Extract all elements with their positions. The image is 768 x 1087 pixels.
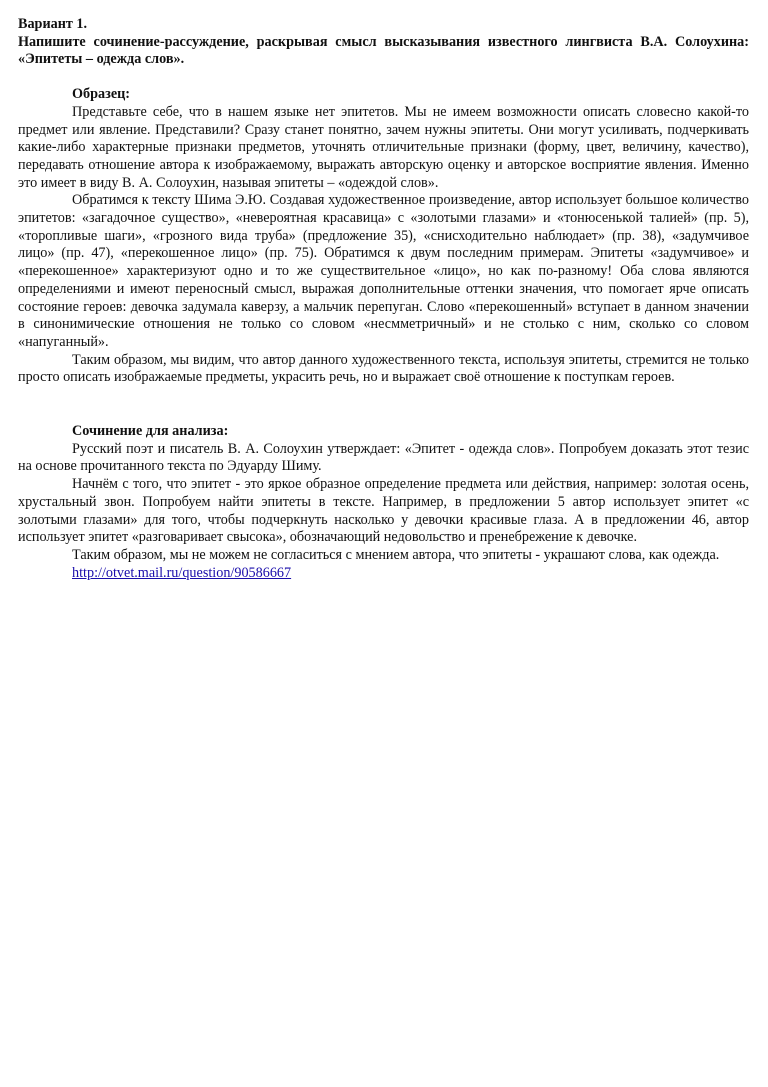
spacer (18, 387, 749, 423)
source-link-line (18, 565, 749, 583)
sample-section (18, 86, 749, 387)
document-page (18, 16, 749, 582)
sample-paragraph-3: Таким образом, мы видим, что автор данного художественного текста, используя эпитеты, стремится не только просто описать изображаемые предметы, украсить речь, но и выражает своё отношение к поступкам героев. (18, 351, 749, 386)
analysis-paragraph-2: Начнём с того, что эпитет - это яркое образное определение предмета или действия, например: золотая осень, хрустальный звон. Попробуем найти эпитеты в тексте. Например, в предложении 5 автор использует эпитет «с золотыми глазами» для того, чтобы подчеркнуть насколько у девочки красивые глаза. А в предложении 46, автор использует эпитет «разговаривает свысока», обозначающий недовольство и пренебрежение к девочке. (18, 476, 749, 546)
sample-paragraph-1: Представьте себе, что в нашем языке нет эпитетов. Мы не имеем возможности описать словесно какой-то предмет или явление. Представили? Сразу станет понятно, зачем нужны эпитеты. Они могут усиливать, подчеркивать какие-либо характерные признаки предметов, уточнять отличительные признаки (форму, цвет, величину, качество), передавать отношение автора к изображаемому, выражать авторскую оценку и авторское восприятие явления. Именно это имеет в виду В. А. Солоухин, называя эпитеты – «одеждой слов». (18, 103, 749, 191)
source-link[interactable]: http://otvet.mail.ru/question/90586667 (72, 564, 292, 581)
sample-title: Образец: (72, 86, 131, 103)
analysis-paragraph-3: Таким образом, мы не можем не согласиться с мнением автора, что эпитеты - украшают слова, как одежда. (72, 546, 720, 563)
spacer (18, 69, 749, 86)
analysis-section (18, 423, 749, 582)
analysis-title: Сочинение для анализа: (72, 423, 229, 440)
analysis-paragraph-1: Русский поэт и писатель В. А. Солоухин утверждает: «Эпитет - одежда слов». Попробуем доказать этот тезис на основе прочитанного текста по Эдуарду Шиму. (18, 440, 749, 475)
variant-label: Вариант 1. (18, 16, 88, 32)
sample-paragraph-2: Обратимся к тексту Шима Э.Ю. Создавая художественное произведение, автор использует большое количество эпитетов: «загадочное существо», «невероятная красавица» с «золотыми глазами» и «тонюсенькой талией» (пр. 5), «торопливые шаги», «грозного вида труба» (предложение 35), «снисходительно наблюдает» (пр. 38), «задумчивое лицо» (пр. 47), «перекошенное лицо» (пр. 75). Обратимся к двум последним примерам. Эпитеты «задумчивое» и «перекошенное» характеризуют одно и то же существительное «лицо», но как по-разному! Оба слова являются определениями и имеют переносный смысл, выражая дополнительные оттенки значения, что помогает ярче описать состояние героев: девочка задумала каверзу, а мальчик перепуган. Слово «перекошенный» вступает в данном значении в синонимические отношения не только со словом «несмметричный» и не столько с ним, сколько со словом «напуганный». (18, 192, 749, 350)
task-statement: Напишите сочинение-рассуждение, раскрывая смысл высказывания известного лингвиста В.А. Солоухина: «Эпитеты – одежда слов». (18, 33, 749, 68)
task-header (18, 16, 749, 69)
